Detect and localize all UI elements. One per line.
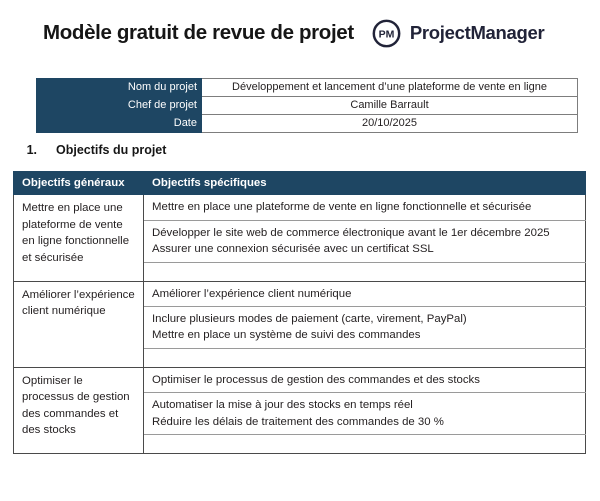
info-value-project-name[interactable]: Développement et lancement d’une plateforme de vente en ligne xyxy=(202,79,578,97)
specific-objective-line: Mettre en place un système de suivi des commandes xyxy=(152,329,421,342)
specific-objective-cell[interactable] xyxy=(144,195,586,220)
project-info-table xyxy=(36,78,578,133)
specific-objective-line: Réduire les délais de traitement des commandes de 30 % xyxy=(152,415,444,428)
specific-objective-line: Mettre en place une plateforme de vente en ligne fonctionnelle et sécurisée xyxy=(152,201,532,214)
specific-objective-cell-empty[interactable] xyxy=(144,435,586,454)
table-header-row xyxy=(14,172,586,195)
svg-text:PM: PM xyxy=(378,28,395,41)
document-header xyxy=(0,0,600,66)
section-number: 1. xyxy=(26,143,37,157)
info-label-project-manager: Chef de projet xyxy=(37,97,202,115)
general-objective-cell[interactable]: Optimiser le processus de gestion des commandes et des stocks xyxy=(14,367,144,453)
column-header-general-objectives: Objectifs généraux xyxy=(14,172,144,195)
section-title: Objectifs du projet xyxy=(56,143,167,157)
table-row xyxy=(14,281,586,306)
info-value-project-manager[interactable]: Camille Barrault xyxy=(202,97,578,115)
specific-objective-cell-empty[interactable] xyxy=(144,262,586,281)
specific-objective-cell[interactable] xyxy=(144,281,586,306)
brand-lockup xyxy=(372,19,545,48)
specific-objective-cell[interactable] xyxy=(144,393,586,435)
specific-objective-cell[interactable] xyxy=(144,367,586,392)
specific-objective-line: Développer le site web de commerce électronique avant le 1er décembre 2025 xyxy=(152,226,550,239)
page-title: Modèle gratuit de revue de projet xyxy=(43,21,354,44)
pm-circle-logo-icon xyxy=(372,19,401,48)
specific-objective-line: Améliorer l’expérience client numérique xyxy=(152,287,352,300)
objectives-table xyxy=(13,171,586,454)
specific-objective-cell[interactable] xyxy=(144,220,586,262)
specific-objective-cell[interactable] xyxy=(144,307,586,349)
general-objective-cell[interactable]: Améliorer l’expérience client numérique xyxy=(14,281,144,367)
table-row xyxy=(37,115,578,133)
table-row xyxy=(37,79,578,97)
specific-objective-line: Assurer une connexion sécurisée avec un certificat SSL xyxy=(152,243,434,256)
table-row xyxy=(14,367,586,392)
general-objective-cell[interactable]: Mettre en place une plateforme de vente en ligne fonctionnelle et sécurisée xyxy=(14,195,144,281)
section-heading xyxy=(0,143,600,157)
specific-objective-line: Inclure plusieurs modes de paiement (carte, virement, PayPal) xyxy=(152,313,467,326)
info-value-date[interactable]: 20/10/2025 xyxy=(202,115,578,133)
column-header-specific-objectives: Objectifs spécifiques xyxy=(144,172,586,195)
table-row xyxy=(37,97,578,115)
brand-name: ProjectManager xyxy=(409,22,545,43)
table-row xyxy=(14,195,586,220)
specific-objective-line: Automatiser la mise à jour des stocks en temps réel xyxy=(152,399,413,412)
specific-objective-cell-empty[interactable] xyxy=(144,348,586,367)
info-label-project-name: Nom du projet xyxy=(37,79,202,97)
specific-objective-line: Optimiser le processus de gestion des commandes et des stocks xyxy=(152,373,480,386)
info-label-date: Date xyxy=(37,115,202,133)
